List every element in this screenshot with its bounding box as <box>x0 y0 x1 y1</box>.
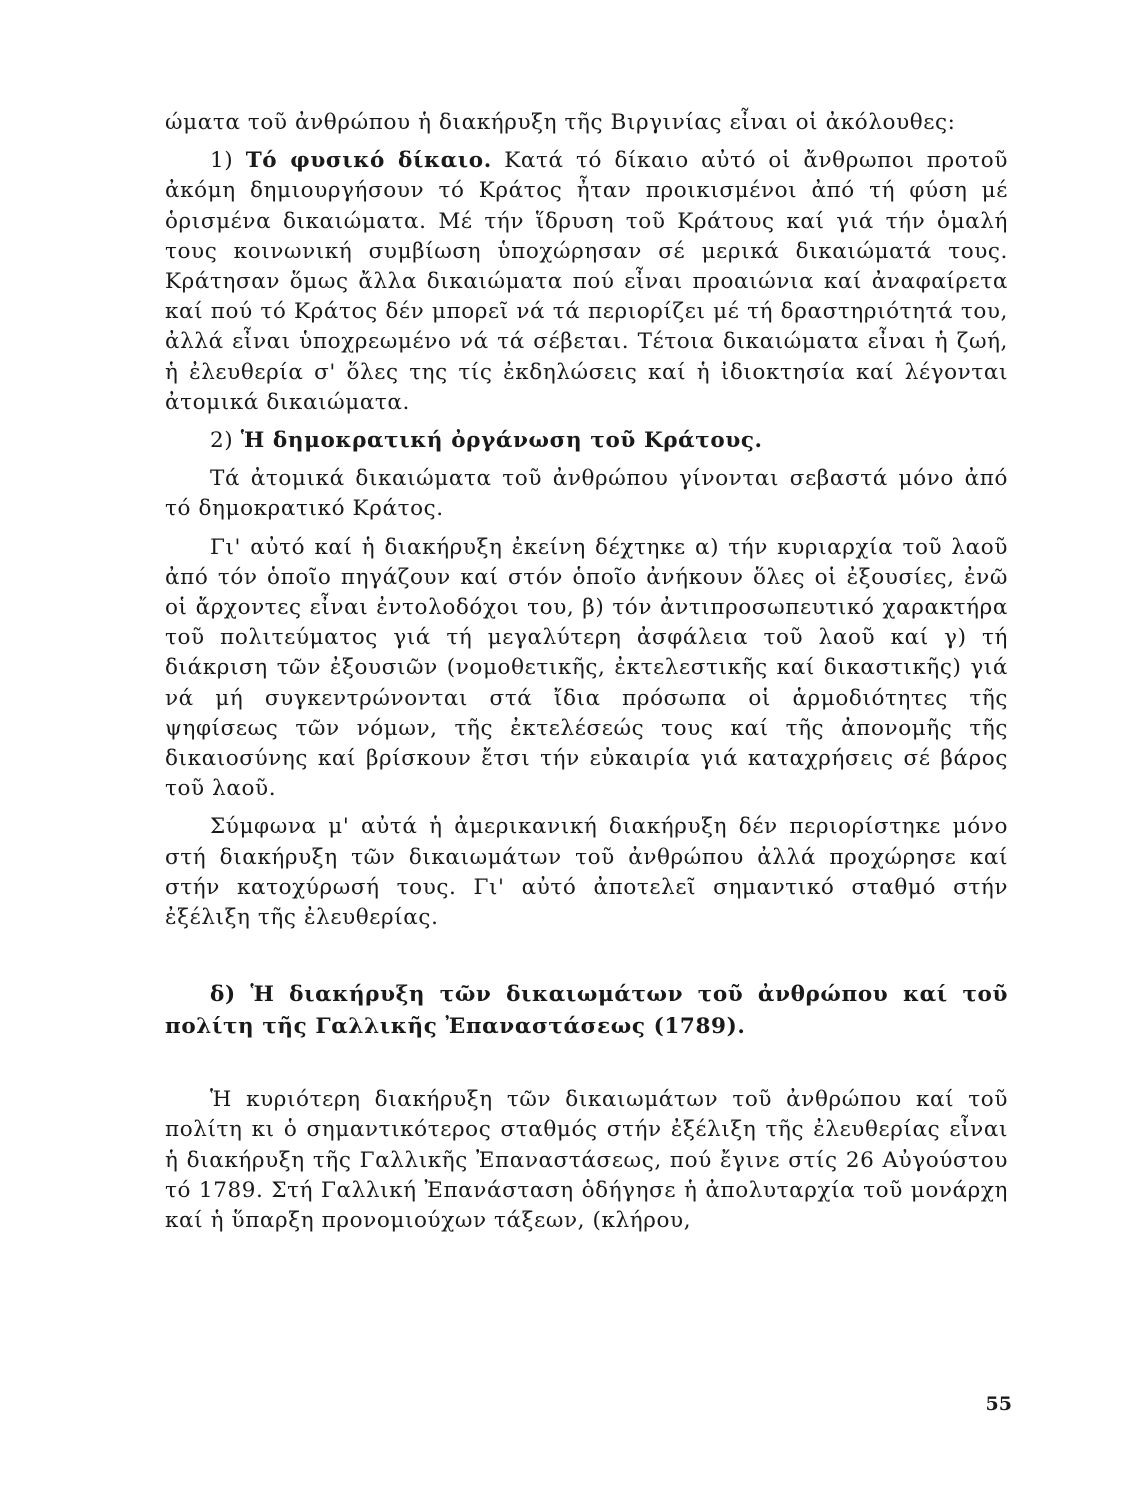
paragraph-french-declaration: Ἡ κυριότερη διακήρυξη τῶν δικαιωμάτων τοῦ ἀνθρώπου καί τοῦ πολίτη κι ὁ σημαντικότερος σταθμός στήν ἐξέλιξη τῆς ἐλευθερίας εἶναι ἡ διακήρυξη τῆς Γαλλικῆς Ἐπαναστάσεως, πού ἔγινε στίς 26 Αὐγούστου τό 1789. Στή Γαλλική Ἐπανάσταση ὁδήγησε ἡ ἀπολυταρχία τοῦ μονάρχη καί ἡ ὕπαρξη προνομιούχων τάξεων, (κλήρου, <box>165 1087 1008 1234</box>
paragraph-individual-rights: Τά ἀτομικά δικαιώματα τοῦ ἀνθρώπου γίνονται σεβαστά μόνο ἀπό τό δημοκρατικό Κράτος. <box>165 466 1008 522</box>
page-body <box>165 108 1008 1236</box>
item-title: Ἡ δημοκρατική ὀργάνωση τοῦ Κράτους. <box>240 428 763 454</box>
paragraph-continuation: ώματα τοῦ ἀνθρώπου ἡ διακήρυξη τῆς Βιργινίας εἶναι οἱ ἀκόλουθες: <box>165 110 956 135</box>
item-number: 2) <box>210 428 234 454</box>
paragraph-natural-law <box>165 146 1008 418</box>
paragraph-american-declaration: Σύμφωνα μ' αὐτά ἡ ἀμερικανική διακήρυξη δέν περιορίστηκε μόνο στή διακήρυξη τῶν δικαιωμάτων τοῦ ἀνθρώπου ἀλλά προχώρησε καί στήν κατοχύρωσή τους. Γι' αὐτό ἀποτελεῖ σημαντικό σταθμό στήν ἐξέλιξη τῆς ἐλευθερίας. <box>165 814 1008 931</box>
item-body: Κατά τό δίκαιο αὐτό οἱ ἄνθρωποι προτοῦ ἀκόμη δημιουργήσουν τό Κράτος ἦταν προικισμένοι ἀπό τή φύση μέ ὁρισμένα δικαιώματα. Μέ τήν ἵδρυση τοῦ Κράτους καί γιά τήν ὁμαλή τους κοινωνική συμβίωση ὑποχώρησαν σέ μερικά δικαιώματά τους. Κράτησαν ὅμως ἄλλα δικαιώματα πού εἶναι προαιώνια καί ἀναφαίρετα καί πού τό Κράτος δέν μπορεῖ νά τά περιορίζει μέ τή δραστηριότητά του, ἀλλά εἶναι ὑποχρεωμένο νά τά σέβεται. Τέτοια δικαιώματα εἶναι ἡ ζωή, ἡ ἐλευθερία σ' ὅλες της τίς ἐκδηλώσεις καί ἡ ἰδιοκτησία καί λέγονται ἀτομικά δικαιώματα. <box>165 148 1008 415</box>
paragraph-democratic-organization <box>165 426 1008 456</box>
item-title: Τό φυσικό δίκαιο. <box>245 148 492 174</box>
section-heading: δ) Ἡ διακήρυξη τῶν δικαιωμάτων τοῦ ἀνθρώπου καί τοῦ πολίτη τῆς Γαλλικῆς Ἐπαναστάσεως (1789). <box>165 982 1008 1040</box>
paragraph-declaration-accepted: Γι' αὐτό καί ἡ διακήρυξη ἐκείνη δέχτηκε α) τήν κυριαρχία τοῦ λαοῦ ἀπό τόν ὁποῖο πηγάζουν καί στόν ὁποῖο ἀνήκουν ὅλες οἱ ἐξουσίες, ἐνῶ οἱ ἄρχοντες εἶναι ἐντολοδόχοι του, β) τόν ἀντιπροσωπευτικό χαρακτήρα τοῦ πολιτεύματος γιά τή μεγαλύτερη ἀσφάλεια τοῦ λαοῦ καί γ) τή διάκριση τῶν ἐξουσιῶν (νομοθετικῆς, ἐκτελεστικῆς καί δικαστικῆς) γιά νά μή συγκεντρώνονται στά ἴδια πρόσωπα οἱ ἁρμοδιότητες τῆς ψηφίσεως τῶν νόμων, τῆς ἐκτελέσεώς τους καί τῆς ἀπονομῆς τῆς δικαιοσύνης καί βρίσκουν ἔτσι τήν εὐκαιρία γιά καταχρήσεις σέ βάρος τοῦ λαοῦ. <box>165 534 1008 802</box>
item-number: 1) <box>210 148 234 174</box>
page-number: 55 <box>985 1393 1012 1415</box>
